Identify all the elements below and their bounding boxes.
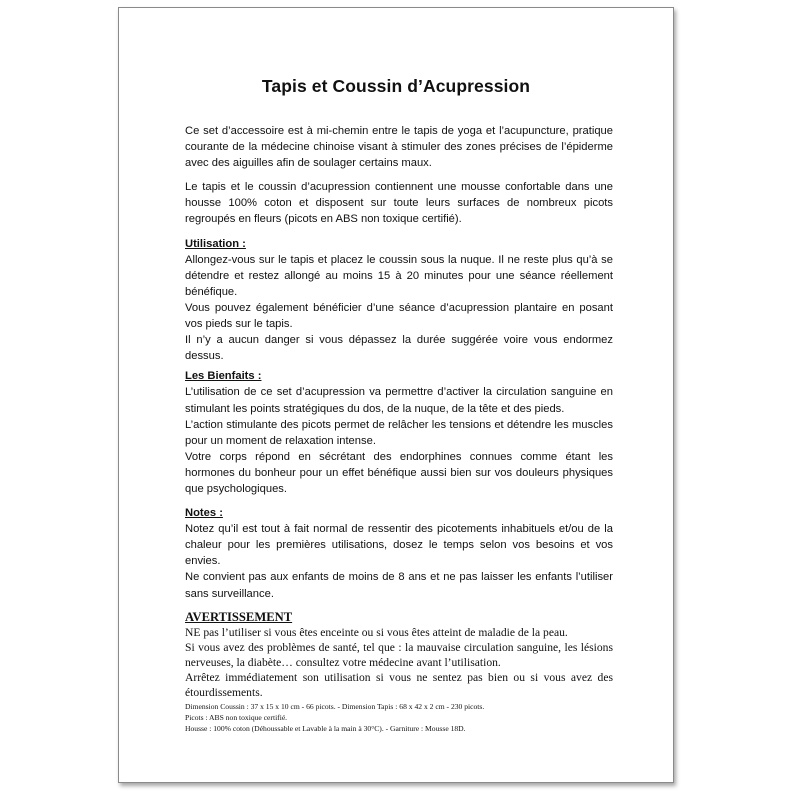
notes-paragraph: Notez qu’il est tout à fait normal de ressentir des picotements inhabituels et/ou de la chaleur pour les premières utilisations, dosez le temps selon vos besoins et vos envies. — [185, 523, 613, 568]
bienfaits-paragraph: L’utilisation de ce set d’acupression va permettre d’activer la circulation sanguine en stimulant les points stratégiques du dos, de la nuque, de la tête et des pieds. — [185, 386, 613, 415]
intro-paragraph: Le tapis et le coussin d’acupression contiennent une mousse confortable dans une housse 100% coton et disposent sur toute leurs surfaces de nombreux picots regroupés en fleurs (picots en ABS non toxique certifié). — [185, 181, 613, 226]
section-heading-utilisation: Utilisation : — [185, 237, 246, 250]
utilisation-paragraph: Il n’y a aucun danger si vous dépassez la durée suggérée voire vous endormez dessus. — [185, 334, 613, 363]
document-body — [185, 123, 613, 734]
avertissement-paragraph: Si vous avez des problèmes de santé, tel que : la mauvaise circulation sanguine, les lésions nerveuses, la diabète… consultez votre médecine avant l’utilisation. — [185, 640, 613, 670]
utilisation-paragraph: Vous pouvez également bénéficier d’une séance d’acupression plantaire en posant vos pieds sur le tapis. — [185, 301, 613, 331]
avertissement-paragraph: Arrêtez immédiatement son utilisation si vous ne sentez pas bien ou si vous avez des étourdissements. — [185, 671, 613, 700]
utilisation-paragraph: Allongez-vous sur le tapis et placez le coussin sous la nuque. Il ne reste plus qu’à se détendre et restez allongé au moins 15 à 20 minutes pour une séance réellement bénéfique. — [185, 253, 613, 298]
bienfaits-paragraph: L’action stimulante des picots permet de relâcher les tensions et détendre les muscles pour un moment de relaxation intense. — [185, 418, 613, 447]
spec-line: Picots : ABS non toxique certifié. — [185, 712, 288, 722]
section-heading-bienfaits: Les Bienfaits : — [185, 370, 262, 383]
document-page — [118, 7, 674, 783]
spec-line: Dimension Coussin : 37 x 15 x 10 cm - 66 picots. - Dimension Tapis : 68 x 42 x 2 cm - 230 picots. — [185, 701, 485, 711]
intro-paragraph: Ce set d’accessoire est à mi-chemin entre le tapis de yoga et l’acupuncture, pratique courante de la médecine chinoise visant à stimuler des zones précises de l’épiderme avec des aiguilles afin de soulager certains maux. — [185, 125, 613, 170]
bienfaits-paragraph: Votre corps répond en sécrétant des endorphines connues comme étant les hormones du bonheur pour un effet bénéfique aussi bien sur vos douleurs physiques que psychologiques. — [185, 450, 613, 495]
section-heading-avertissement: AVERTISSEMENT — [185, 609, 293, 624]
section-heading-notes: Notes : — [185, 507, 223, 520]
spec-line: Housse : 100% coton (Déhoussable et Lavable à la main à 30°C). - Garniture : Mousse 18D. — [185, 723, 466, 733]
document-title: Tapis et Coussin d’Acupression — [261, 76, 531, 96]
notes-paragraph: Ne convient pas aux enfants de moins de 8 ans et ne pas laisser les enfants l’utiliser sans surveillance. — [185, 571, 613, 600]
avertissement-paragraph: NE pas l’utiliser si vous êtes enceinte ou si vous êtes atteint de maladie de la peau. — [185, 625, 568, 639]
